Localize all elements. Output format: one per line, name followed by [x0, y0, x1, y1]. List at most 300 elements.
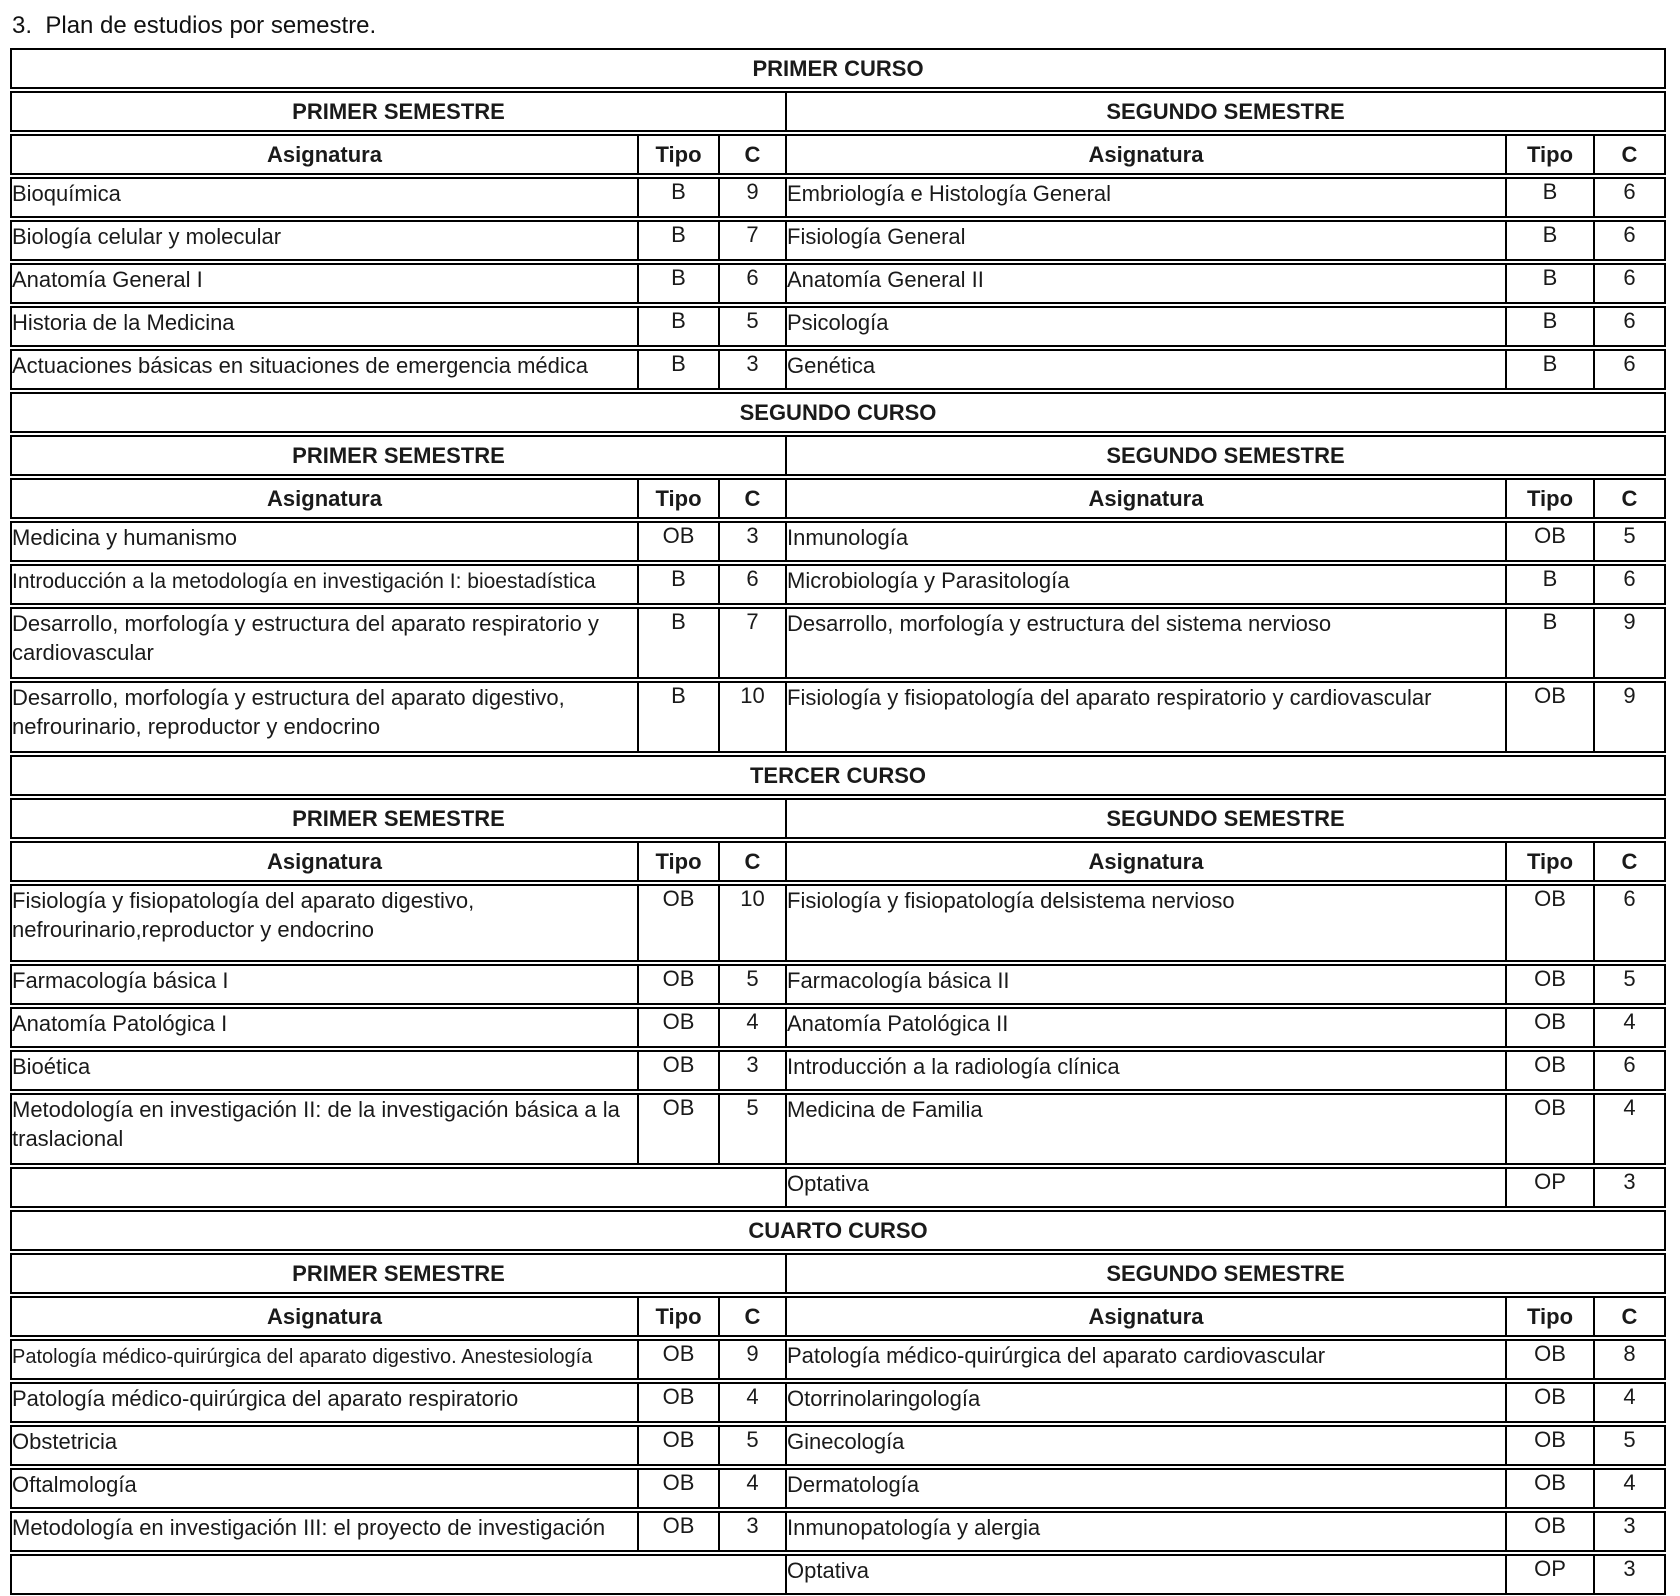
- tipo-cell: [1505, 1382, 1593, 1423]
- credits-header: [1593, 134, 1666, 175]
- semester-title-right: [785, 1253, 1666, 1294]
- tipo-cell-text: OB: [1534, 1427, 1566, 1452]
- subject-cell: [10, 1382, 637, 1423]
- course-title-text: TERCER CURSO: [749, 762, 926, 788]
- credits-header: [718, 134, 785, 175]
- credits-cell-text: 5: [746, 1095, 759, 1120]
- subject-cell: [10, 607, 637, 679]
- table-row: [10, 681, 1666, 753]
- course-title: [10, 48, 1666, 89]
- semester-title-left: [10, 798, 785, 839]
- tipo-cell-text: OB: [1534, 1384, 1566, 1409]
- subject-cell-text: Optativa: [787, 1558, 869, 1583]
- tipo-header-text: Tipo: [655, 485, 702, 511]
- tipo-cell-text: OB: [662, 1470, 695, 1495]
- course-title-text: PRIMER CURSO: [752, 55, 924, 81]
- table-row: [10, 263, 1666, 304]
- course-title: [10, 1210, 1666, 1251]
- tipo-cell: [1505, 263, 1593, 304]
- credits-cell: [718, 1382, 785, 1423]
- credits-cell: [718, 263, 785, 304]
- subject-cell-text: Metodología en investigación II: de la investigación básica a la traslacional: [12, 1097, 620, 1152]
- table-row: [10, 521, 1666, 562]
- credits-header-text: C: [744, 141, 761, 167]
- tipo-cell: [637, 263, 718, 304]
- subject-cell: [10, 1425, 637, 1466]
- tipo-cell: [1505, 1554, 1593, 1595]
- credits-cell-text: 4: [746, 1384, 759, 1409]
- credits-cell-text: 3: [746, 351, 759, 376]
- semester-header-row: [10, 435, 1666, 476]
- credits-cell-text: 5: [1623, 523, 1636, 548]
- table-row: [10, 884, 1666, 962]
- tipo-header: [1505, 478, 1593, 519]
- tipo-cell: [637, 220, 718, 261]
- tipo-cell: [637, 964, 718, 1005]
- page-title: 3. Plan de estudios por semestre.: [12, 12, 377, 39]
- asignatura-header: [785, 478, 1505, 519]
- tipo-cell: [637, 1339, 718, 1380]
- credits-cell: [1593, 220, 1666, 261]
- tipo-cell: [637, 884, 718, 962]
- tipo-cell-text: OB: [662, 1427, 695, 1452]
- column-header-row: [10, 134, 1666, 175]
- tipo-cell-text: OB: [662, 1009, 695, 1034]
- tipo-cell: [637, 521, 718, 562]
- credits-cell-text: 9: [746, 179, 759, 204]
- asignatura-header: [10, 841, 637, 882]
- credits-header: [718, 478, 785, 519]
- credits-cell: [1593, 1167, 1666, 1208]
- tipo-cell: [1505, 1425, 1593, 1466]
- asignatura-header-text: Asignatura: [1088, 1303, 1204, 1329]
- table-row: [10, 220, 1666, 261]
- subject-cell-text: Inmunología: [787, 525, 909, 550]
- subject-cell-text: Fisiología y fisiopatología delsistema nervioso: [787, 888, 1235, 913]
- tipo-cell-text: OB: [662, 1513, 695, 1538]
- column-header-row: [10, 1296, 1666, 1337]
- column-header-row: [10, 478, 1666, 519]
- asignatura-header: [785, 841, 1505, 882]
- tipo-header: [1505, 1296, 1593, 1337]
- subject-cell-text: Introducción a la radiología clínica: [787, 1054, 1120, 1079]
- credits-cell-text: 6: [1623, 1052, 1636, 1077]
- subject-cell: [10, 564, 637, 605]
- tipo-cell-text: OB: [1534, 1052, 1566, 1077]
- subject-cell: [785, 681, 1505, 753]
- subject-cell-text: Introducción a la metodología en investigación I: bioestadística: [12, 570, 596, 593]
- tipo-cell-text: OB: [662, 966, 695, 991]
- subject-cell-text: Patología médico-quirúrgica del aparato cardiovascular: [787, 1343, 1326, 1368]
- tipo-cell-text: B: [1542, 351, 1558, 376]
- credits-cell: [1593, 964, 1666, 1005]
- semester-title-right: [785, 91, 1666, 132]
- tipo-cell-text: OB: [1534, 1095, 1566, 1120]
- credits-cell: [1593, 1511, 1666, 1552]
- subject-cell: [785, 1554, 1505, 1595]
- subject-cell: [785, 263, 1505, 304]
- table-row: [10, 1007, 1666, 1048]
- asignatura-header: [10, 1296, 637, 1337]
- subject-cell: [10, 1511, 637, 1552]
- subject-cell-text: Biología celular y molecular: [12, 224, 282, 249]
- tipo-cell-text: B: [1542, 179, 1558, 204]
- credits-cell-text: 9: [746, 1341, 759, 1366]
- credits-header: [1593, 478, 1666, 519]
- course-section-2: [10, 392, 1666, 753]
- subject-cell-text: Metodología en investigación III: el proyecto de investigación: [12, 1515, 606, 1540]
- tipo-cell: [1505, 349, 1593, 390]
- credits-cell: [1593, 306, 1666, 347]
- tipo-header-text: Tipo: [1526, 848, 1574, 874]
- credits-cell-text: 4: [1623, 1009, 1636, 1034]
- subject-cell-text: Fisiología General: [787, 224, 966, 249]
- tipo-header-text: Tipo: [1526, 485, 1574, 511]
- credits-cell: [1593, 681, 1666, 753]
- credits-cell-text: 6: [1623, 265, 1636, 290]
- semester-title-left-text: PRIMER SEMESTRE: [292, 805, 505, 831]
- subject-cell-text: Desarrollo, morfología y estructura del aparato respiratorio y cardiovascular: [12, 611, 599, 666]
- credits-cell-text: 3: [1623, 1513, 1636, 1538]
- credits-cell-text: 6: [1623, 222, 1636, 247]
- credits-cell-text: 4: [1623, 1095, 1636, 1120]
- tipo-header: [637, 841, 718, 882]
- tipo-header: [637, 1296, 718, 1337]
- credits-cell-text: 3: [1623, 1169, 1636, 1194]
- tipo-cell: [1505, 681, 1593, 753]
- course-section-4: [10, 1210, 1666, 1595]
- credits-cell: [718, 1468, 785, 1509]
- tipo-cell-text: OB: [1534, 1513, 1566, 1538]
- credits-cell-text: 6: [1623, 566, 1636, 591]
- credits-cell-text: 10: [740, 886, 765, 911]
- credits-cell: [1593, 1093, 1666, 1165]
- subject-cell: [785, 521, 1505, 562]
- subject-cell: [10, 263, 637, 304]
- tipo-cell: [637, 1093, 718, 1165]
- credits-cell-text: 8: [1623, 1341, 1636, 1366]
- table-row: [10, 1167, 1666, 1208]
- subject-cell-text: Medicina de Familia: [787, 1097, 983, 1122]
- semester-title-right-text: SEGUNDO SEMESTRE: [1106, 442, 1345, 468]
- tipo-cell-text: B: [671, 308, 686, 333]
- course-header-row: [10, 48, 1666, 89]
- tipo-cell: [637, 1382, 718, 1423]
- credits-cell-text: 9: [1623, 683, 1636, 708]
- semester-title-left: [10, 1253, 785, 1294]
- tipo-cell: [637, 177, 718, 218]
- credits-cell-text: 5: [1623, 1427, 1636, 1452]
- credits-cell: [1593, 1050, 1666, 1091]
- credits-header-text: C: [1621, 1303, 1638, 1329]
- subject-cell-text: Desarrollo, morfología y estructura del aparato digestivo, nefrourinario, reproductor y endocrino: [12, 685, 565, 740]
- subject-cell-text: Farmacología básica I: [12, 968, 229, 993]
- credits-cell: [718, 1093, 785, 1165]
- tipo-cell-text: B: [671, 566, 686, 591]
- tipo-cell-text: OP: [1534, 1556, 1566, 1581]
- credits-cell-text: 3: [1623, 1556, 1636, 1581]
- tipo-header: [1505, 841, 1593, 882]
- credits-cell-text: 4: [746, 1009, 759, 1034]
- credits-header: [1593, 1296, 1666, 1337]
- subject-cell-text: Otorrinolaringología: [787, 1386, 981, 1411]
- table-row: [10, 349, 1666, 390]
- subject-cell: [785, 220, 1505, 261]
- course-title: [10, 392, 1666, 433]
- semester-title-right-text: SEGUNDO SEMESTRE: [1106, 98, 1345, 124]
- subject-cell: [10, 1339, 637, 1380]
- credits-cell: [718, 220, 785, 261]
- subject-cell-text: Anatomía Patológica II: [787, 1011, 1009, 1036]
- credits-header: [718, 1296, 785, 1337]
- tipo-cell: [1505, 1339, 1593, 1380]
- tipo-cell: [637, 564, 718, 605]
- credits-cell: [718, 681, 785, 753]
- subject-cell-text: Desarrollo, morfología y estructura del sistema nervioso: [787, 611, 1332, 636]
- credits-header: [1593, 841, 1666, 882]
- semester-header-row: [10, 91, 1666, 132]
- subject-cell: [10, 306, 637, 347]
- tipo-cell-text: OB: [662, 1341, 695, 1366]
- subject-cell: [10, 220, 637, 261]
- table-row: [10, 177, 1666, 218]
- credits-cell: [718, 607, 785, 679]
- subject-cell: [10, 177, 637, 218]
- tipo-header: [1505, 134, 1593, 175]
- tipo-header-text: Tipo: [655, 848, 702, 874]
- subject-cell: [785, 349, 1505, 390]
- credits-cell: [1593, 884, 1666, 962]
- table-row: [10, 1511, 1666, 1552]
- table-row: [10, 1554, 1666, 1595]
- tipo-cell-text: B: [1542, 222, 1558, 247]
- subject-cell-text: Microbiología y Parasitología: [787, 568, 1070, 593]
- tipo-cell-text: OB: [1534, 966, 1566, 991]
- credits-cell-text: 3: [746, 523, 759, 548]
- course-title: [10, 755, 1666, 796]
- credits-cell: [718, 1339, 785, 1380]
- subject-cell-text: Patología médico-quirúrgica del aparato digestivo. Anestesiología: [12, 1346, 593, 1368]
- course-section-3: [10, 755, 1666, 1208]
- course-title-text: SEGUNDO CURSO: [739, 399, 937, 425]
- subject-cell: [785, 1167, 1505, 1208]
- subject-cell: [785, 1382, 1505, 1423]
- subject-cell-text: Embriología e Histología General: [787, 181, 1112, 206]
- subject-cell: [10, 349, 637, 390]
- subject-cell: [785, 607, 1505, 679]
- tipo-cell-text: B: [671, 179, 686, 204]
- credits-cell: [718, 964, 785, 1005]
- subject-cell-text: Anatomía Patológica I: [12, 1011, 228, 1036]
- credits-cell: [718, 1007, 785, 1048]
- tipo-cell: [637, 349, 718, 390]
- tipo-cell-text: OB: [1534, 1341, 1566, 1366]
- credits-cell-text: 10: [740, 683, 765, 708]
- tipo-cell-text: OB: [662, 1095, 695, 1120]
- credits-cell-text: 5: [746, 966, 759, 991]
- credits-cell: [1593, 349, 1666, 390]
- empty-cell: [10, 1554, 785, 1595]
- tipo-cell: [637, 1468, 718, 1509]
- asignatura-header-text: Asignatura: [1088, 485, 1204, 511]
- tipo-header: [637, 134, 718, 175]
- credits-cell-text: 6: [746, 566, 759, 591]
- credits-header-text: C: [744, 1303, 761, 1329]
- semester-title-right-text: SEGUNDO SEMESTRE: [1106, 805, 1345, 831]
- tipo-cell-text: B: [671, 222, 686, 247]
- subject-cell-text: Fisiología y fisiopatología del aparato digestivo, nefrourinario,reproductor y endocrino: [12, 888, 475, 943]
- subject-cell: [10, 1468, 637, 1509]
- semester-title-right-text: SEGUNDO SEMESTRE: [1106, 1260, 1345, 1286]
- tipo-cell-text: OB: [662, 886, 695, 911]
- table-row: [10, 564, 1666, 605]
- subject-cell: [10, 1007, 637, 1048]
- credits-cell: [1593, 1425, 1666, 1466]
- tipo-cell-text: B: [671, 683, 686, 708]
- tipo-cell-text: B: [1542, 265, 1558, 290]
- credits-header: [718, 841, 785, 882]
- subject-cell: [10, 1050, 637, 1091]
- tipo-cell-text: OP: [1534, 1169, 1566, 1194]
- credits-cell: [1593, 1339, 1666, 1380]
- table-row: [10, 1339, 1666, 1380]
- subject-cell-text: Inmunopatología y alergia: [787, 1515, 1041, 1540]
- asignatura-header: [10, 134, 637, 175]
- tipo-cell-text: B: [671, 265, 686, 290]
- credits-cell-text: 6: [1623, 308, 1636, 333]
- credits-cell-text: 5: [746, 308, 759, 333]
- credits-cell: [718, 1511, 785, 1552]
- subject-cell: [785, 306, 1505, 347]
- subject-cell-text: Anatomía General II: [787, 267, 984, 292]
- tipo-cell: [1505, 1167, 1593, 1208]
- tipo-cell: [1505, 564, 1593, 605]
- tipo-header-text: Tipo: [655, 1303, 702, 1329]
- table-row: [10, 964, 1666, 1005]
- tipo-header: [637, 478, 718, 519]
- course-section-1: [10, 48, 1666, 390]
- tipo-cell: [1505, 177, 1593, 218]
- asignatura-header-text: Asignatura: [267, 485, 382, 511]
- semester-title-left: [10, 435, 785, 476]
- tipo-cell: [637, 1050, 718, 1091]
- credits-cell: [1593, 607, 1666, 679]
- tipo-cell: [637, 306, 718, 347]
- credits-cell-text: 6: [1623, 179, 1636, 204]
- credits-header-text: C: [1621, 485, 1638, 511]
- tipo-cell: [1505, 964, 1593, 1005]
- credits-cell-text: 7: [746, 609, 759, 634]
- credits-cell: [718, 306, 785, 347]
- tipo-cell-text: OB: [662, 523, 695, 548]
- tipo-cell: [1505, 1007, 1593, 1048]
- table-row: [10, 1468, 1666, 1509]
- table-row: [10, 607, 1666, 679]
- subject-cell-text: Oftalmología: [12, 1472, 137, 1497]
- semester-title-left-text: PRIMER SEMESTRE: [292, 98, 505, 124]
- column-header-row: [10, 841, 1666, 882]
- tipo-cell-text: B: [1542, 609, 1558, 634]
- subject-cell-text: Fisiología y fisiopatología del aparato respiratorio y cardiovascular: [787, 685, 1432, 710]
- credits-cell-text: 5: [1623, 966, 1636, 991]
- subject-cell: [785, 1468, 1505, 1509]
- tipo-cell: [1505, 607, 1593, 679]
- semester-header-row: [10, 1253, 1666, 1294]
- semester-title-right: [785, 798, 1666, 839]
- tipo-cell: [637, 1007, 718, 1048]
- subject-cell-text: Historia de la Medicina: [12, 310, 235, 335]
- subject-cell: [10, 964, 637, 1005]
- credits-cell: [718, 564, 785, 605]
- tipo-cell: [637, 607, 718, 679]
- credits-cell-text: 7: [746, 222, 759, 247]
- tipo-cell: [1505, 521, 1593, 562]
- credits-cell: [718, 884, 785, 962]
- subject-cell: [785, 1050, 1505, 1091]
- course-title-text: CUARTO CURSO: [748, 1217, 928, 1243]
- tipo-cell: [1505, 306, 1593, 347]
- subject-cell: [785, 1511, 1505, 1552]
- subject-cell: [785, 1339, 1505, 1380]
- credits-cell-text: 6: [746, 265, 759, 290]
- credits-cell-text: 4: [1623, 1470, 1636, 1495]
- credits-cell-text: 6: [1623, 351, 1636, 376]
- tipo-cell-text: OB: [662, 1052, 695, 1077]
- asignatura-header: [785, 1296, 1505, 1337]
- credits-cell: [718, 521, 785, 562]
- semester-title-left-text: PRIMER SEMESTRE: [292, 442, 505, 468]
- subject-cell: [785, 1007, 1505, 1048]
- credits-cell: [718, 177, 785, 218]
- tipo-cell: [1505, 1050, 1593, 1091]
- credits-cell-text: 3: [746, 1052, 759, 1077]
- asignatura-header-text: Asignatura: [1088, 848, 1204, 874]
- credits-cell: [1593, 1554, 1666, 1595]
- credits-cell: [718, 349, 785, 390]
- tipo-header-text: Tipo: [1526, 1303, 1574, 1329]
- subject-cell-text: Farmacología básica II: [787, 968, 1010, 993]
- tipo-cell-text: OB: [1534, 683, 1566, 708]
- credits-cell: [718, 1050, 785, 1091]
- subject-cell-text: Psicología: [787, 310, 889, 335]
- credits-cell: [1593, 521, 1666, 562]
- tipo-cell-text: B: [671, 351, 686, 376]
- semester-title-left-text: PRIMER SEMESTRE: [292, 1260, 505, 1286]
- tipo-cell-text: OB: [1534, 1009, 1566, 1034]
- tipo-cell: [1505, 220, 1593, 261]
- subject-cell-text: Obstetricia: [12, 1429, 118, 1454]
- subject-cell-text: Optativa: [787, 1171, 869, 1196]
- credits-cell-text: 4: [1623, 1384, 1636, 1409]
- table-row: [10, 306, 1666, 347]
- course-header-row: [10, 392, 1666, 433]
- asignatura-header-text: Asignatura: [267, 141, 382, 167]
- credits-cell-text: 3: [746, 1513, 759, 1538]
- tipo-cell-text: OB: [1534, 523, 1566, 548]
- subject-cell: [10, 1093, 637, 1165]
- credits-cell: [1593, 263, 1666, 304]
- credits-cell: [1593, 1468, 1666, 1509]
- tipo-cell: [637, 1511, 718, 1552]
- tipo-cell-text: B: [1542, 566, 1558, 591]
- tipo-cell-text: B: [671, 609, 686, 634]
- course-header-row: [10, 755, 1666, 796]
- asignatura-header-text: Asignatura: [1088, 141, 1204, 167]
- tipo-cell-text: OB: [1534, 886, 1566, 911]
- asignatura-header-text: Asignatura: [267, 848, 382, 874]
- subject-cell-text: Bioquímica: [12, 181, 121, 206]
- tipo-header-text: Tipo: [655, 141, 702, 167]
